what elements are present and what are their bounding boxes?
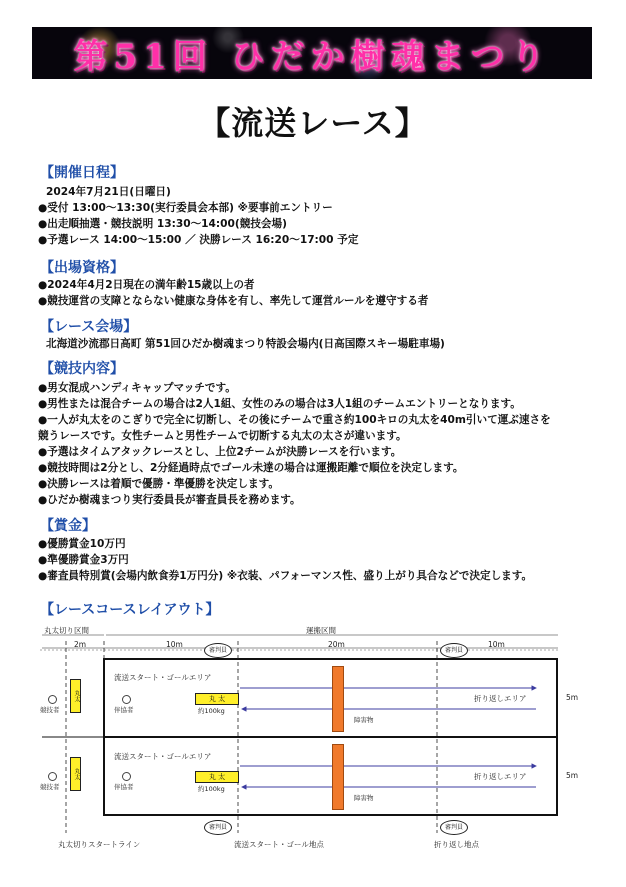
content-line: ●男性または混合チームの場合は2人1組、女性のみの場合は3人1組のチームエントリーとなります。 — [38, 398, 521, 410]
lane1-competitor: 競技者 — [40, 706, 60, 714]
lane1-log-weight: 約100kg — [198, 707, 225, 715]
referee-top-right: 審判員 — [440, 643, 468, 658]
dist-10m-a: 10m — [166, 640, 183, 649]
event-banner — [32, 27, 592, 79]
schedule-reception: ●受付 13:00～13:30(実行委員会本部) ※要事前エントリー — [38, 202, 333, 214]
lane2-log-weight: 約100kg — [198, 785, 225, 793]
schedule-date: 2024年7月21日(日曜日) — [46, 186, 171, 198]
schedule-races: ●予選レース 14:00～15:00 ／ 決勝レース 16:20～17:00 予定 — [38, 234, 359, 246]
prize-winner: ●優勝賞金10万円 — [38, 538, 126, 550]
dist-20m: 20m — [328, 640, 345, 649]
lane1-helper: 伴協者 — [114, 706, 134, 714]
lane1-start-goal-area: 流送スタート・ゴールエリア — [114, 673, 212, 682]
lane2-competitor: 競技者 — [40, 783, 60, 791]
prize-runner-up: ●準優勝賞金3万円 — [38, 554, 129, 566]
content-line: 競うレースです。女性チームと男性チームで切断する丸太の太さが違います。 — [38, 430, 407, 442]
lane2-obstacle-icon — [332, 744, 344, 810]
referee-top-left: 審判員 — [204, 643, 232, 658]
dist-2m: 2m — [74, 640, 87, 649]
referee-bottom-right: 審判員 — [440, 820, 468, 835]
lane1-helper-icon — [122, 695, 131, 704]
lane2-log: 丸 太 — [195, 771, 239, 783]
lane2-obstacle: 障害物 — [354, 794, 374, 802]
eligibility-health: ●競技運営の支障とならない健康な身体を有し、率先して運営ルールを遵守する者 — [38, 295, 429, 307]
lane2-log-marker: 丸太 — [70, 757, 81, 791]
page-title: 【流送レース】 — [198, 104, 428, 142]
venue-location: 北海道沙流郡日高町 第51回ひだか樹魂まつり特設会場内(日高国際スキー場駐車場) — [46, 338, 445, 350]
lane1-competitor-icon — [48, 695, 57, 704]
lane1-width: 5m — [566, 693, 579, 702]
content-line: ●予選はタイムアタックレースとし、上位2チームが決勝レースを行います。 — [38, 446, 402, 458]
zone-cut-label: 丸太切り区間 — [44, 626, 89, 635]
content-line: ●ひだか樹魂まつり実行委員長が審査員長を務めます。 — [38, 494, 301, 506]
zone-carry-label: 運搬区間 — [306, 626, 336, 635]
prize-special: ●審査員特別賞(会場内飲食券1万円分) ※衣装、パフォーマンス性、盛り上がり具合などで決定します。 — [38, 570, 533, 582]
lane1-log-marker: 丸太 — [70, 679, 81, 713]
lane2-competitor-icon — [48, 772, 57, 781]
lane2-turn-area: 折り返しエリア — [474, 772, 527, 781]
content-heading: 【競技内容】 — [40, 361, 124, 377]
lane2-helper-icon — [122, 772, 131, 781]
eligibility-heading: 【出場資格】 — [40, 260, 124, 276]
lane1-log: 丸 太 — [195, 693, 239, 705]
referee-bottom-left: 審判員 — [204, 820, 232, 835]
lane2-start-goal-area: 流送スタート・ゴールエリア — [114, 752, 212, 761]
prize-heading: 【賞金】 — [40, 518, 96, 534]
line-turn: 折り返し地点 — [434, 840, 479, 849]
lane2-width: 5m — [566, 771, 579, 780]
content-line: ●一人が丸太をのこぎりで完全に切断し、その後にチームで重さ約100キロの丸太を40m引いて運ぶ速さを — [38, 414, 551, 426]
lane1-turn-area: 折り返しエリア — [474, 694, 527, 703]
venue-heading: 【レース会場】 — [40, 319, 138, 335]
dist-10m-b: 10m — [488, 640, 505, 649]
course-lines — [38, 621, 598, 861]
schedule-heading: 【開催日程】 — [40, 165, 124, 181]
course-layout-diagram — [38, 621, 598, 861]
lane1-obstacle: 障害物 — [354, 716, 374, 724]
line-cut-start: 丸太切りスタートライン — [58, 840, 141, 849]
layout-heading: 【レースコースレイアウト】 — [40, 602, 220, 618]
lane1-obstacle-icon — [332, 666, 344, 732]
content-line: ●男女混成ハンディキャップマッチです。 — [38, 382, 236, 394]
lane2-helper: 伴協者 — [114, 783, 134, 791]
line-start-goal: 流送スタート・ゴール地点 — [234, 840, 324, 849]
content-line: ●競技時間は2分とし、2分経過時点でゴール未達の場合は運搬距離で順位を決定します。 — [38, 462, 464, 474]
content-line: ●決勝レースは着順で優勝・準優勝を決定します。 — [38, 478, 279, 490]
schedule-briefing: ●出走順抽選・競技説明 13:30～14:00(競技会場) — [38, 218, 287, 230]
banner-title: 第51回 ひだか樹魂まつり — [73, 36, 551, 77]
eligibility-age: ●2024年4月2日現在の満年齢15歳以上の者 — [38, 279, 255, 291]
